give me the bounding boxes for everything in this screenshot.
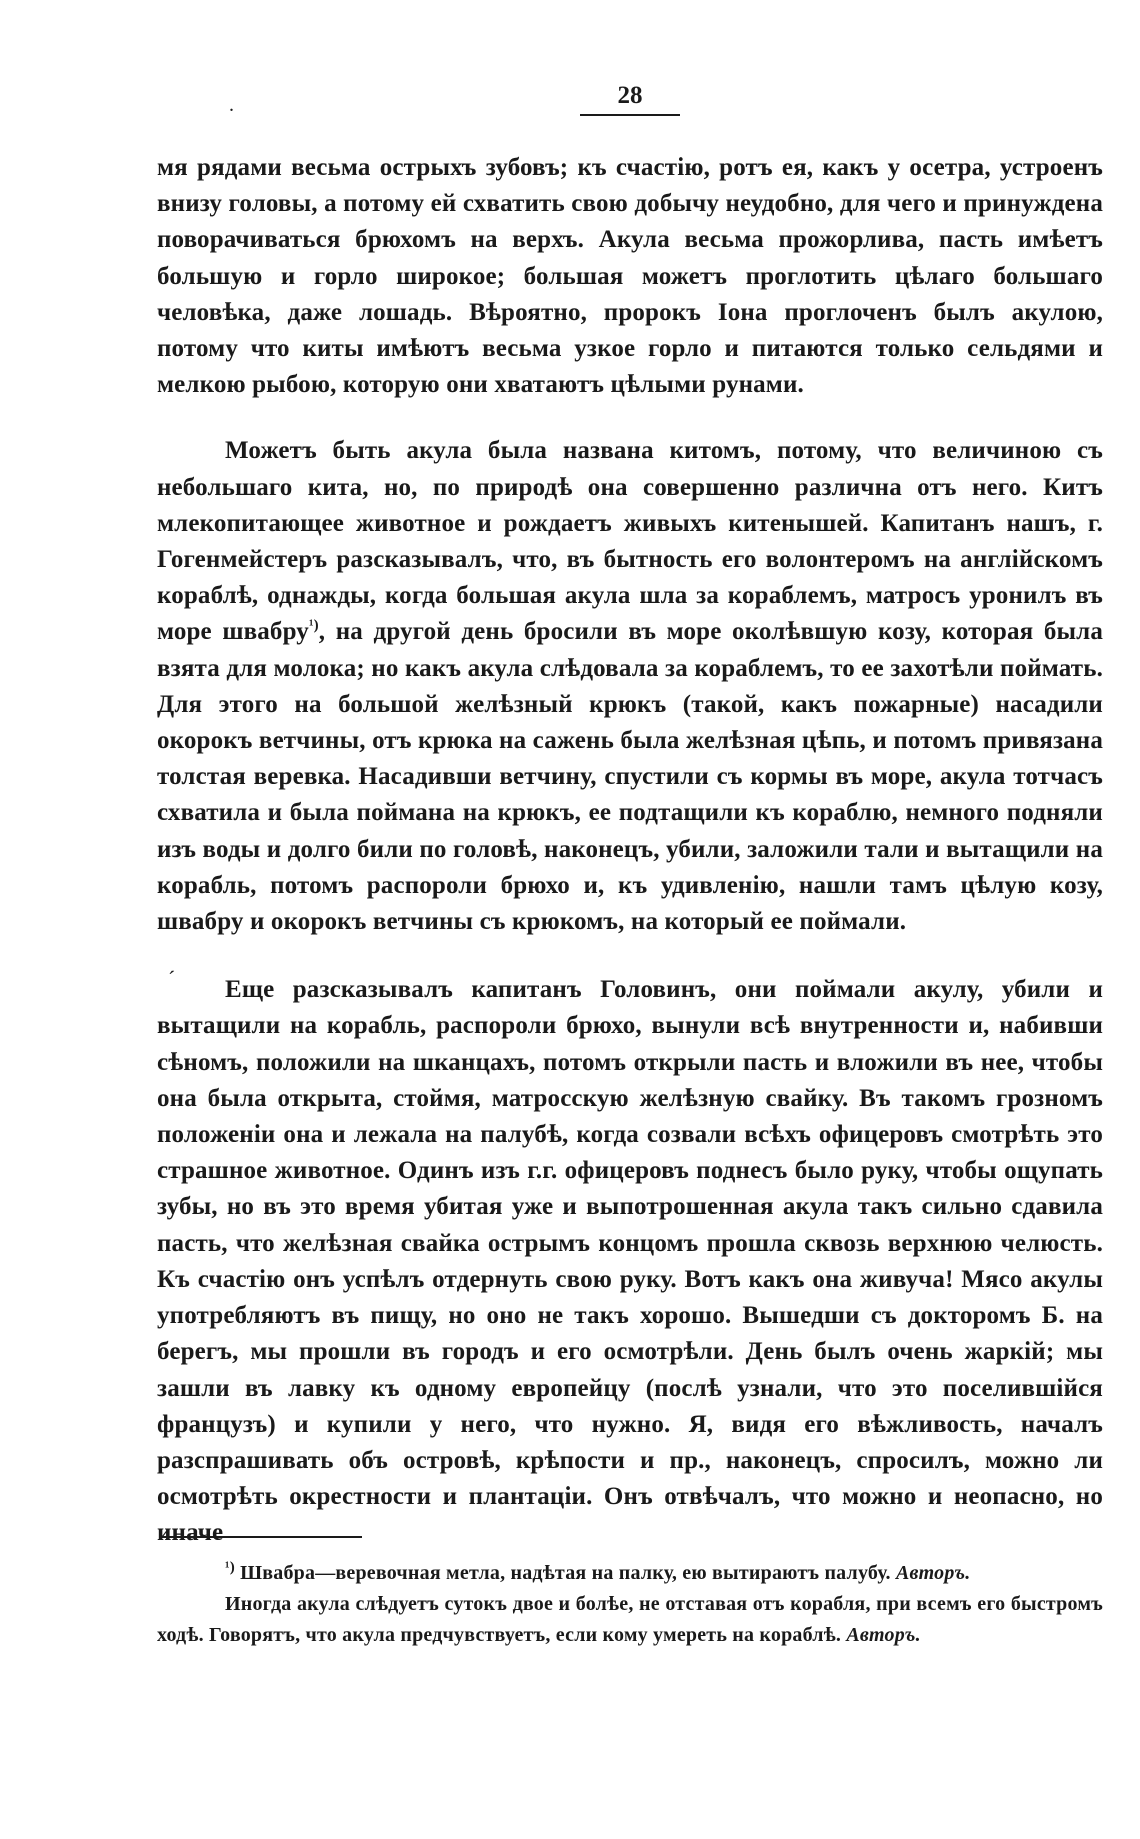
footnote-reference-1: ¹) — [308, 618, 319, 635]
footnote-1-text: Швабра—веревочная метла, надѣтая на палку, ею вытираютъ палубу. — [234, 1562, 896, 1584]
footnote-2 — [157, 1589, 1103, 1651]
paragraph-2-text-before-note: Можетъ быть акула была названа китомъ, потому, что величиною съ небольшаго кита, но, по природѣ она совершенно различна отъ него. Китъ млекопитающее животное и рождаетъ живыхъ китенышей. Капитанъ нашъ, г. Гогенмейстеръ разсказывалъ, что, въ бытность его волонтеромъ на англійскомъ кораблѣ, однажды, когда большая акула шла за кораблемъ, матросъ уронилъ въ море швабру — [157, 437, 1103, 646]
footnote-1-author: Авторъ. — [895, 1562, 971, 1584]
footnote-2-author: Авторъ. — [846, 1624, 921, 1646]
footnote-1 — [157, 1558, 1103, 1589]
footnote-2-text: Иногда акула слѣдуетъ сутокъ двое и болѣе, не отставая отъ корабля, при всемъ его быстромъ ходѣ. Говорятъ, что акула предчувствуетъ, если кому умереть на кораблѣ. — [157, 1593, 1103, 1646]
paragraph-1-text: мя рядами весьма острыхъ зубовъ; къ счастію, ротъ ея, какъ у осетра, устроенъ внизу головы, а потому ей схватить свою добычу неудобно, для чего и принуждена поворачиваться брюхомъ на верхъ. Акула весьма прожорлива, пасть имѣетъ большую и горло широкое; большая можетъ проглотить цѣлаго большаго человѣка, даже лошадь. Вѣроятно, пророкъ Іона проглоченъ былъ акулою, потому что киты имѣютъ весьма узкое горло и питаются только сельдями и мелкою рыбою, которую они хватаютъ цѣлыми рунами. — [157, 154, 1103, 399]
paragraph-1 — [157, 150, 1103, 403]
footnote-separator — [160, 1536, 362, 1538]
paragraph-3-text: Еще разсказывалъ капитанъ Головинъ, они поймали акулу, убили и вытащили на корабль, распороли брюхо, вынули всѣ внутренности и, набивши сѣномъ, положили на шканцахъ, потомъ открыли пасть и вложили въ нее, чтобы она была открыта, стоймя, матросскую желѣзную свайку. Въ такомъ грозномъ положеніи она и лежала на палубѣ, когда созвали всѣхъ офицеровъ смотрѣть это страшное животное. Одинъ изъ г.г. офицеровъ поднесъ было руку, чтобы ощупать зубы, но въ это время убитая уже и выпотрошенная акула такъ сильно сдавила пасть, что желѣзная свайка острымъ концомъ прошла сквозь верхнюю челюсть. Къ счастію онъ успѣлъ отдернуть свою руку. Вотъ какъ она живуча! Мясо акулы употребляютъ въ пищу, но оно не такъ хорошо. Вышедши съ докторомъ Б. на берегъ, мы прошли въ городъ и его осмотрѣли. День былъ очень жаркій; мы зашли въ лавку къ одному европейцу (послѣ узнали, что это поселившійся французъ) и купили у него, что нужно. Я, видя его вѣжливость, началъ разспрашивать объ островѣ, крѣпости и пр., наконецъ, спросилъ, можно ли осмотрѣть окрестности и плантаціи. Онъ отвѣчалъ, что можно и неопасно, но иначе — [157, 976, 1103, 1547]
footnote-1-marker: ¹) — [225, 1559, 235, 1576]
stray-dot-mark: . — [229, 94, 234, 116]
paragraph-2-text-after-note: , на другой день бросили въ море околѣвшую козу, которая была взята для молока; но какъ акула слѣдовала за кораблемъ, то ее захотѣли поймать. Для этого на большой желѣзный крюкъ (такой, какъ пожарные) насадили окорокъ ветчины, отъ крюка на сажень была желѣзная цѣпь, и потомъ привязана толстая веревка. Насадивши ветчину, спустили съ кормы въ море, акула тотчасъ схватила и была поймана на крюкъ, ее подтащили къ кораблю, немного подняли изъ воды и долго били по головѣ, наконецъ, убили, заложили тали и вытащили на корабль, потомъ распороли брюхо и, къ удивленію, нашли тамъ цѣлую козу, швабру и окорокъ ветчины съ крюкомъ, на который ее поймали. — [157, 618, 1104, 936]
paragraph-3 — [157, 972, 1103, 1551]
stray-tick-mark: ´ — [168, 966, 176, 991]
paragraph-2 — [157, 433, 1103, 940]
footnotes — [157, 1558, 1103, 1651]
page-number-underline — [580, 114, 680, 116]
main-text — [157, 150, 1103, 1552]
page-number: 28 — [617, 82, 643, 109]
